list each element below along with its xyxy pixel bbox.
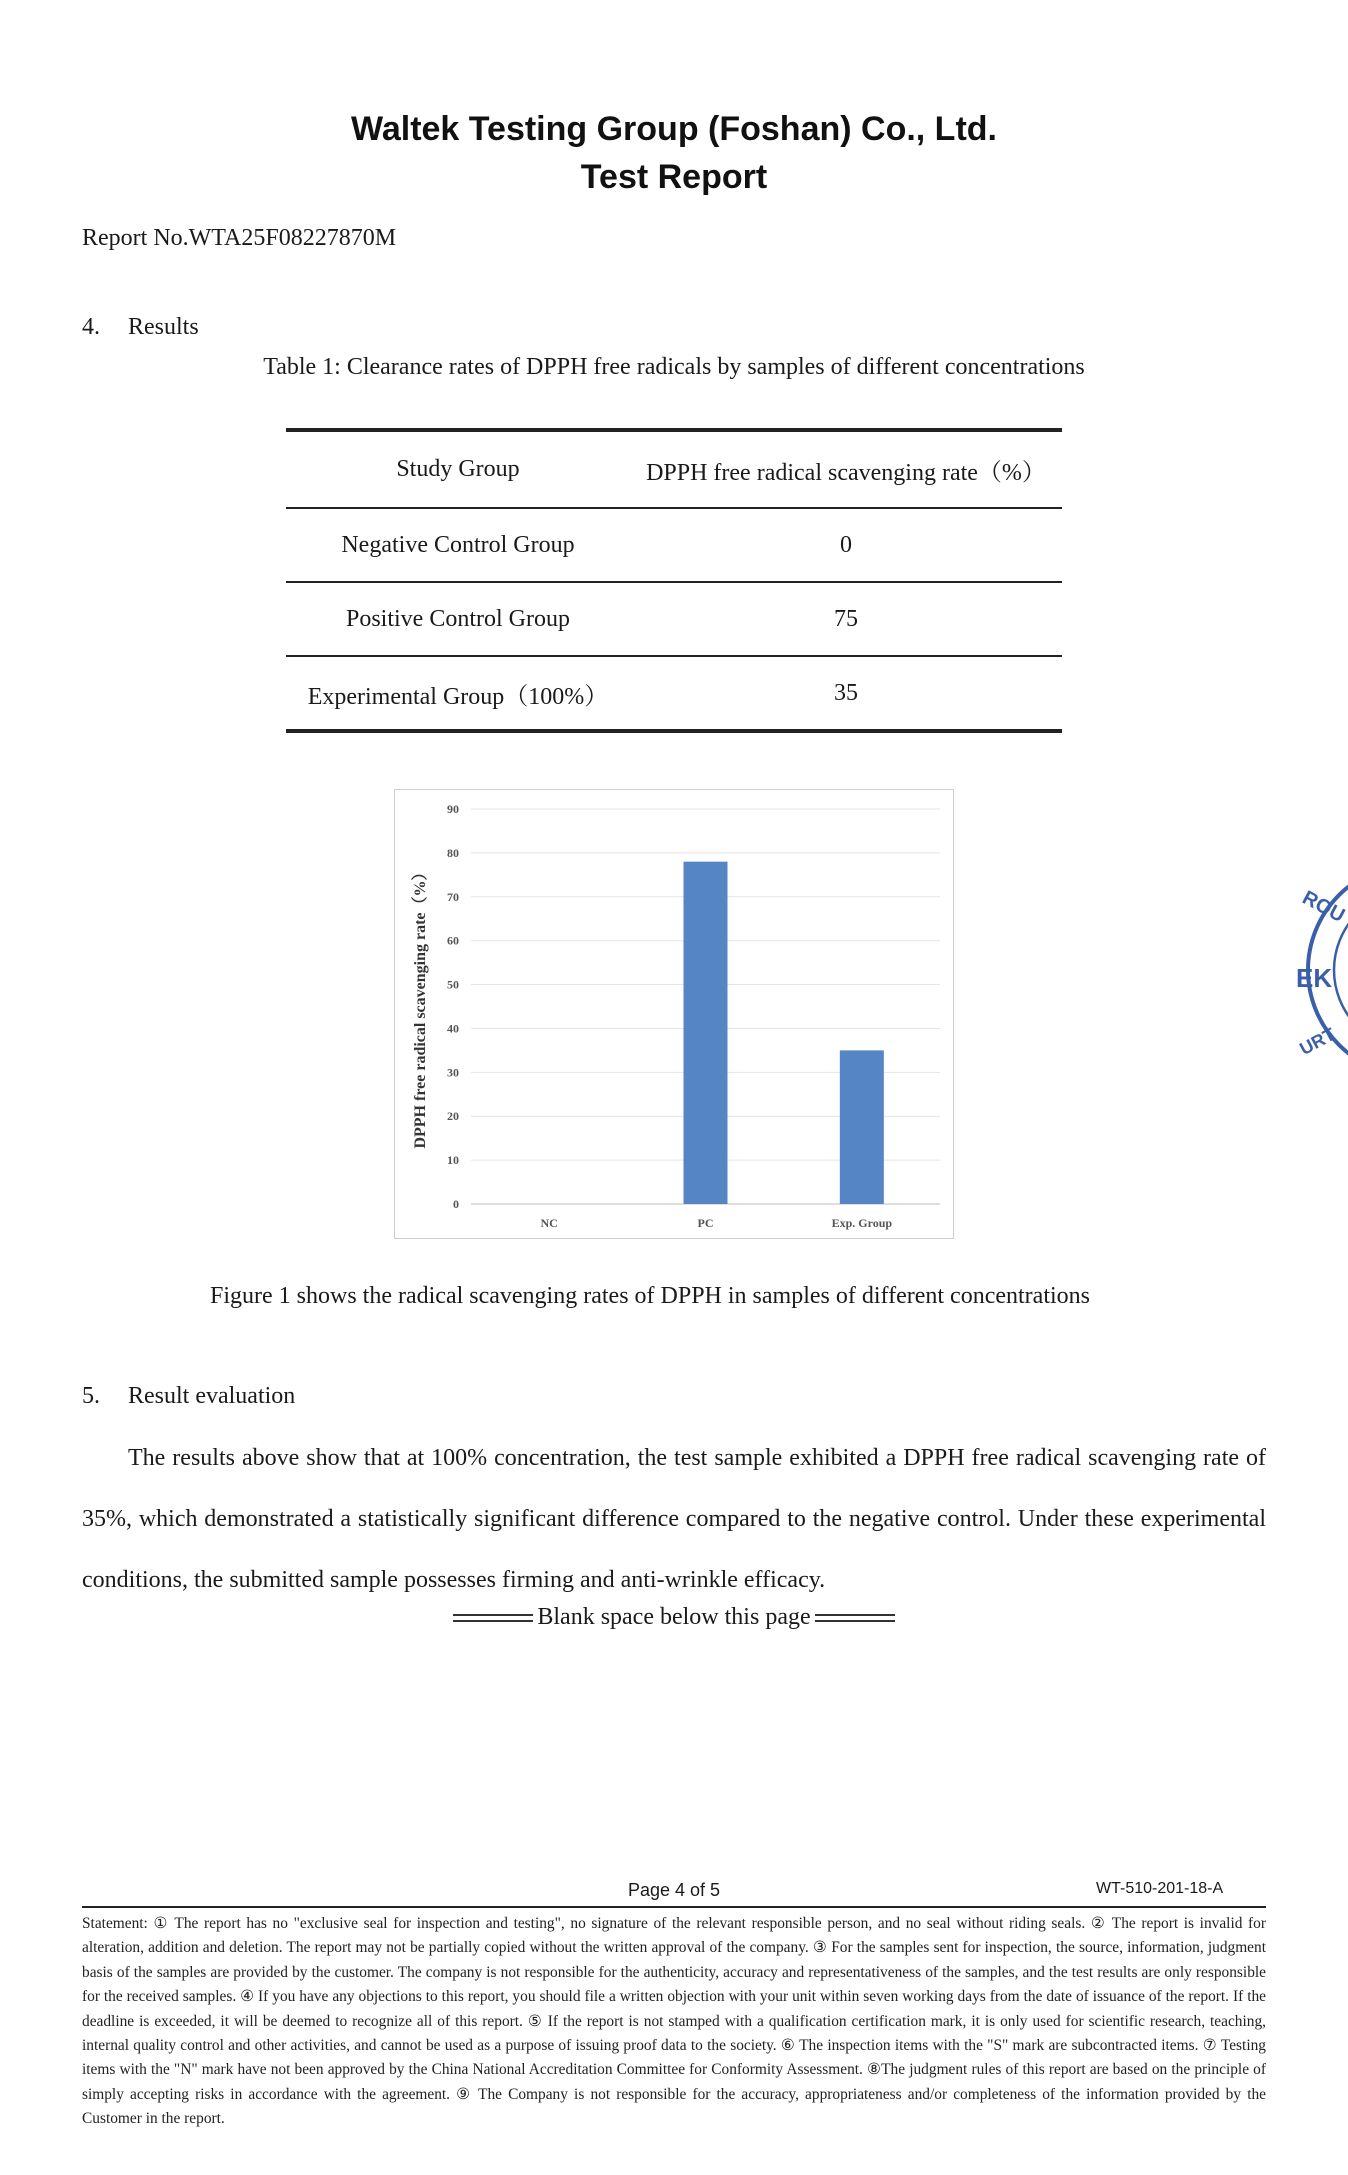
company-name: Waltek Testing Group (Foshan) Co., Ltd. (351, 110, 997, 148)
y-tick-label: 0 (453, 1197, 459, 1211)
double-rule-right (815, 1614, 895, 1622)
x-tick-label: Exp. Group (831, 1216, 893, 1230)
blank-space-note (0, 1604, 1348, 1631)
form-code: WT-510-201-18-A (1096, 1880, 1224, 1897)
seal-text-mid: EK (1296, 963, 1333, 993)
report-number: Report No.WTA25F08227870M (82, 225, 397, 251)
evaluation-paragraph: The results above show that at 100% concentration, the test sample exhibited a DPPH free radical scavenging rate of 35%, which demonstrated a statistically significant difference compared to the negative control. Under these experimental conditions, the submitted sample possesses firming and anti-wrinkle efficacy. (82, 1445, 1266, 1593)
table-row (286, 582, 1062, 656)
company-seal-fragment (1296, 860, 1348, 1086)
bar-chart (394, 789, 954, 1239)
cell-group: Positive Control Group (345, 605, 570, 632)
double-rule-left (453, 1614, 533, 1622)
y-tick-label: 50 (447, 977, 459, 992)
bar-chart-svg (395, 790, 953, 1238)
bar-pc (684, 862, 728, 1204)
table-row (286, 656, 1062, 731)
section-4-title: Results (128, 314, 199, 340)
column-header-study-group: Study Group (396, 456, 520, 482)
section-5-title: Result evaluation (128, 1383, 296, 1409)
x-tick-label: PC (697, 1216, 714, 1230)
column-header-scavenging-rate: DPPH free radical scavenging rate（%） (646, 460, 1046, 486)
cell-rate: 35 (834, 679, 858, 706)
y-tick-label: 20 (447, 1109, 459, 1124)
table-row (286, 508, 1062, 582)
y-tick-label: 30 (447, 1065, 459, 1080)
footer-divider (82, 1906, 1266, 1908)
seal-icon (1296, 860, 1348, 1086)
bar-exp-group (840, 1050, 884, 1204)
y-axis-label: DPPH free radical scavenging rate（%） (412, 864, 429, 1149)
y-tick-label: 40 (447, 1021, 459, 1036)
results-table (286, 428, 1062, 733)
cell-rate: 0 (840, 531, 852, 558)
cell-rate: 75 (834, 605, 858, 632)
blank-space-text: Blank space below this page (537, 1604, 811, 1630)
legal-statement: Statement: ① The report has no "exclusive seal for inspection and testing", no signature of the relevant responsible person, and no seal without riding seals. ② The report is invalid for alteration, addition and deletion. The report may not be partially copied without the written approval of the company. ③ For the samples sent for inspection, the source, information, judgment basis of the samples are provided by the customer. The company is not responsible for the authenticity, accuracy and representativeness of the samples, and the test results are only responsible for the received samples. ④ If you have any objections to this report, you should file a written objection with your unit within seven working days from the date of issuance of the report. If the deadline is exceeded, it will be deemed to recognize all of this report. ⑤ If the report is not stamped with a qualification certification mark, it is only used for scientific research, teaching, internal quality control and other activities, and cannot be used as a purpose of issuing proof data to the society. ⑥ The inspection items with the "S" mark are subcontracted items. ⑦ Testing items with the "N" mark have not been approved by the China National Accreditation Committee for Conformity Assessment. ⑧The judgment rules of this report are based on the principle of simply accepting risks in accordance with the agreement. ⑨ The Company is not responsible for the accuracy, appropriateness and/or completeness of the information provided by the Customer in the report. (82, 1915, 1266, 2128)
table-header-row (286, 430, 1062, 508)
table-caption: Table 1: Clearance rates of DPPH free radicals by samples of different concentrations (263, 354, 1085, 380)
y-tick-label: 60 (447, 933, 459, 948)
page-number: Page 4 of 5 (627, 1880, 721, 1900)
cell-group: Experimental Group（100%） (307, 683, 609, 710)
figure-caption: Figure 1 shows the radical scavenging rates of DPPH in samples of different concentrations (209, 1283, 1090, 1309)
y-tick-label: 90 (447, 802, 459, 816)
section-4-number: 4. (82, 314, 100, 340)
seal-text-top: ROU (1298, 886, 1348, 928)
seal-text-bottom: URT (1296, 1024, 1339, 1060)
y-tick-label: 80 (447, 845, 459, 860)
x-tick-label: NC (540, 1216, 558, 1230)
cell-group: Negative Control Group (341, 531, 575, 558)
document-title: Test Report (580, 158, 768, 196)
y-tick-label: 70 (447, 889, 459, 904)
y-tick-label: 10 (447, 1153, 459, 1168)
section-5-number: 5. (82, 1383, 100, 1409)
